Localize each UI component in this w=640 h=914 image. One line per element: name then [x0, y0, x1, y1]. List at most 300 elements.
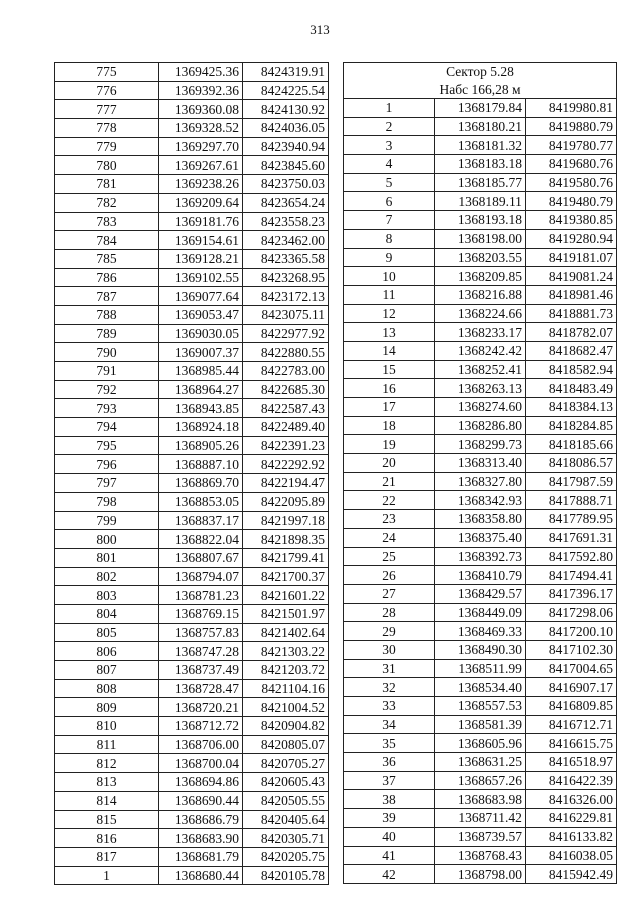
table-row	[55, 324, 329, 343]
table-row	[55, 773, 329, 792]
table-row	[344, 827, 617, 846]
x-coordinate-cell: 1368274.60	[434, 398, 525, 417]
point-number-cell: 787	[55, 287, 159, 306]
left-coordinates-table	[54, 62, 329, 885]
x-coordinate-cell: 1368768.43	[434, 846, 525, 865]
y-coordinate-cell: 8417789.95	[525, 510, 616, 529]
point-number-cell: 788	[55, 305, 159, 324]
point-number-cell: 25	[344, 547, 435, 566]
point-number-cell: 796	[55, 455, 159, 474]
point-number-cell: 802	[55, 567, 159, 586]
point-number-cell: 781	[55, 175, 159, 194]
table-row	[55, 810, 329, 829]
x-coordinate-cell: 1369007.37	[159, 343, 243, 362]
point-number-cell: 779	[55, 137, 159, 156]
y-coordinate-cell: 8423075.11	[243, 305, 329, 324]
y-coordinate-cell: 8418086.57	[525, 454, 616, 473]
table-row	[55, 418, 329, 437]
y-coordinate-cell: 8422292.92	[243, 455, 329, 474]
x-coordinate-cell: 1369053.47	[159, 305, 243, 324]
table-row	[344, 285, 617, 304]
x-coordinate-cell: 1368683.98	[434, 790, 525, 809]
x-coordinate-cell: 1369425.36	[159, 63, 243, 82]
table-row	[55, 287, 329, 306]
table-row	[344, 678, 617, 697]
x-coordinate-cell: 1368794.07	[159, 567, 243, 586]
table-row	[55, 847, 329, 866]
y-coordinate-cell: 8416809.85	[525, 697, 616, 716]
point-number-cell: 807	[55, 661, 159, 680]
y-coordinate-cell: 8417004.65	[525, 659, 616, 678]
table-row	[55, 511, 329, 530]
point-number-cell: 782	[55, 193, 159, 212]
x-coordinate-cell: 1368700.04	[159, 754, 243, 773]
y-coordinate-cell: 8417888.71	[525, 491, 616, 510]
x-coordinate-cell: 1368203.55	[434, 248, 525, 267]
table-row	[344, 173, 617, 192]
x-coordinate-cell: 1368657.26	[434, 771, 525, 790]
table-row	[344, 547, 617, 566]
point-number-cell: 5	[344, 173, 435, 192]
table-row	[344, 323, 617, 342]
table-row	[55, 362, 329, 381]
y-coordinate-cell: 8423268.95	[243, 268, 329, 287]
point-number-cell: 13	[344, 323, 435, 342]
table-row	[344, 491, 617, 510]
x-coordinate-cell: 1368327.80	[434, 472, 525, 491]
point-number-cell: 2	[344, 117, 435, 136]
table-row	[344, 248, 617, 267]
point-number-cell: 27	[344, 584, 435, 603]
y-coordinate-cell: 8421303.22	[243, 642, 329, 661]
x-coordinate-cell: 1368209.85	[434, 267, 525, 286]
x-coordinate-cell: 1368924.18	[159, 418, 243, 437]
x-coordinate-cell: 1369128.21	[159, 249, 243, 268]
table-row	[344, 566, 617, 585]
point-number-cell: 37	[344, 771, 435, 790]
table-row	[344, 192, 617, 211]
point-number-cell: 795	[55, 436, 159, 455]
y-coordinate-cell: 8422783.00	[243, 362, 329, 381]
table-row	[344, 360, 617, 379]
point-number-cell: 777	[55, 100, 159, 119]
y-coordinate-cell: 8424130.92	[243, 100, 329, 119]
point-number-cell: 17	[344, 398, 435, 417]
table-row	[55, 679, 329, 698]
point-number-cell: 783	[55, 212, 159, 231]
y-coordinate-cell: 8423940.94	[243, 137, 329, 156]
point-number-cell: 29	[344, 622, 435, 641]
point-number-cell: 10	[344, 267, 435, 286]
y-coordinate-cell: 8416518.97	[525, 753, 616, 772]
y-coordinate-cell: 8418384.13	[525, 398, 616, 417]
table-row	[55, 474, 329, 493]
y-coordinate-cell: 8423750.03	[243, 175, 329, 194]
point-number-cell: 35	[344, 734, 435, 753]
table-row	[55, 642, 329, 661]
table-row	[55, 754, 329, 773]
table-row	[344, 472, 617, 491]
y-coordinate-cell: 8421700.37	[243, 567, 329, 586]
x-coordinate-cell: 1369297.70	[159, 137, 243, 156]
point-number-cell: 32	[344, 678, 435, 697]
x-coordinate-cell: 1368181.32	[434, 136, 525, 155]
point-number-cell: 8	[344, 229, 435, 248]
x-coordinate-cell: 1368694.86	[159, 773, 243, 792]
table-row	[344, 734, 617, 753]
x-coordinate-cell: 1368905.26	[159, 436, 243, 455]
point-number-cell: 22	[344, 491, 435, 510]
table-row	[55, 343, 329, 362]
y-coordinate-cell: 8422095.89	[243, 492, 329, 511]
table-row	[55, 63, 329, 82]
table-row	[55, 380, 329, 399]
table-row	[55, 604, 329, 623]
table-row	[344, 603, 617, 622]
x-coordinate-cell: 1368757.83	[159, 623, 243, 642]
point-number-cell: 18	[344, 416, 435, 435]
table-row	[344, 211, 617, 230]
y-coordinate-cell: 8422194.47	[243, 474, 329, 493]
x-coordinate-cell: 1368342.93	[434, 491, 525, 510]
table-row	[55, 175, 329, 194]
y-coordinate-cell: 8418582.94	[525, 360, 616, 379]
table-row	[55, 193, 329, 212]
point-number-cell: 41	[344, 846, 435, 865]
table-row	[55, 305, 329, 324]
point-number-cell: 806	[55, 642, 159, 661]
table-row	[55, 829, 329, 848]
page-number: 313	[310, 22, 330, 37]
x-coordinate-cell: 1368887.10	[159, 455, 243, 474]
table-row	[55, 661, 329, 680]
point-number-cell: 15	[344, 360, 435, 379]
point-number-cell: 801	[55, 548, 159, 567]
table-row	[55, 735, 329, 754]
x-coordinate-cell: 1368242.42	[434, 341, 525, 360]
point-number-cell: 808	[55, 679, 159, 698]
y-coordinate-cell: 8419680.76	[525, 155, 616, 174]
table-row	[55, 530, 329, 549]
x-coordinate-cell: 1368853.05	[159, 492, 243, 511]
x-coordinate-cell: 1368798.00	[434, 865, 525, 884]
x-coordinate-cell: 1368429.57	[434, 584, 525, 603]
x-coordinate-cell: 1368511.99	[434, 659, 525, 678]
x-coordinate-cell: 1368690.44	[159, 791, 243, 810]
table-row	[55, 268, 329, 287]
x-coordinate-cell: 1368313.40	[434, 454, 525, 473]
y-coordinate-cell: 8423845.60	[243, 156, 329, 175]
table-row	[55, 212, 329, 231]
table-row	[344, 753, 617, 772]
point-number-cell: 798	[55, 492, 159, 511]
x-coordinate-cell: 1368469.33	[434, 622, 525, 641]
point-number-cell: 775	[55, 63, 159, 82]
left-table-body	[55, 63, 329, 885]
point-number-cell: 34	[344, 715, 435, 734]
y-coordinate-cell: 8418981.46	[525, 285, 616, 304]
point-number-cell: 28	[344, 603, 435, 622]
x-coordinate-cell: 1368358.80	[434, 510, 525, 529]
y-coordinate-cell: 8420505.55	[243, 791, 329, 810]
y-coordinate-cell: 8417691.31	[525, 528, 616, 547]
table-row	[55, 249, 329, 268]
y-coordinate-cell: 8423654.24	[243, 193, 329, 212]
x-coordinate-cell: 1368198.00	[434, 229, 525, 248]
x-coordinate-cell: 1368737.49	[159, 661, 243, 680]
y-coordinate-cell: 8417102.30	[525, 640, 616, 659]
x-coordinate-cell: 1368392.73	[434, 547, 525, 566]
point-number-cell: 12	[344, 304, 435, 323]
x-coordinate-cell: 1368807.67	[159, 548, 243, 567]
table-row	[55, 698, 329, 717]
y-coordinate-cell: 8422587.43	[243, 399, 329, 418]
table-row	[55, 717, 329, 736]
table-row	[344, 697, 617, 716]
y-coordinate-cell: 8416422.39	[525, 771, 616, 790]
y-coordinate-cell: 8418881.73	[525, 304, 616, 323]
point-number-cell: 31	[344, 659, 435, 678]
point-number-cell: 11	[344, 285, 435, 304]
y-coordinate-cell: 8423462.00	[243, 231, 329, 250]
x-coordinate-cell: 1368720.21	[159, 698, 243, 717]
point-number-cell: 799	[55, 511, 159, 530]
right-table-body	[344, 63, 617, 884]
y-coordinate-cell: 8423172.13	[243, 287, 329, 306]
sector-title: Сектор 5.28	[344, 63, 617, 81]
y-coordinate-cell: 8416326.00	[525, 790, 616, 809]
table-row	[55, 548, 329, 567]
y-coordinate-cell: 8417592.80	[525, 547, 616, 566]
x-coordinate-cell: 1369154.61	[159, 231, 243, 250]
x-coordinate-cell: 1368216.88	[434, 285, 525, 304]
x-coordinate-cell: 1368985.44	[159, 362, 243, 381]
y-coordinate-cell: 8421203.72	[243, 661, 329, 680]
x-coordinate-cell: 1368263.13	[434, 379, 525, 398]
point-number-cell: 809	[55, 698, 159, 717]
point-number-cell: 797	[55, 474, 159, 493]
y-coordinate-cell: 8416229.81	[525, 809, 616, 828]
table-row	[344, 117, 617, 136]
y-coordinate-cell: 8421799.41	[243, 548, 329, 567]
y-coordinate-cell: 8418185.66	[525, 435, 616, 454]
x-coordinate-cell: 1368747.28	[159, 642, 243, 661]
sector-subtitle: Набс 166,28 м	[344, 81, 617, 99]
table-row	[344, 267, 617, 286]
x-coordinate-cell: 1368410.79	[434, 566, 525, 585]
table-row	[55, 399, 329, 418]
x-coordinate-cell: 1368224.66	[434, 304, 525, 323]
x-coordinate-cell: 1369181.76	[159, 212, 243, 231]
point-number-cell: 38	[344, 790, 435, 809]
y-coordinate-cell: 8423558.23	[243, 212, 329, 231]
x-coordinate-cell: 1368233.17	[434, 323, 525, 342]
y-coordinate-cell: 8421997.18	[243, 511, 329, 530]
point-number-cell: 794	[55, 418, 159, 437]
point-number-cell: 23	[344, 510, 435, 529]
y-coordinate-cell: 8417396.17	[525, 584, 616, 603]
x-coordinate-cell: 1368822.04	[159, 530, 243, 549]
point-number-cell: 16	[344, 379, 435, 398]
y-coordinate-cell: 8419181.07	[525, 248, 616, 267]
point-number-cell: 42	[344, 865, 435, 884]
x-coordinate-cell: 1368299.73	[434, 435, 525, 454]
y-coordinate-cell: 8418782.07	[525, 323, 616, 342]
x-coordinate-cell: 1368252.41	[434, 360, 525, 379]
x-coordinate-cell: 1368189.11	[434, 192, 525, 211]
table-row	[344, 528, 617, 547]
y-coordinate-cell: 8422489.40	[243, 418, 329, 437]
table-row	[344, 846, 617, 865]
point-number-cell: 20	[344, 454, 435, 473]
point-number-cell: 30	[344, 640, 435, 659]
point-number-cell: 817	[55, 847, 159, 866]
point-number-cell: 4	[344, 155, 435, 174]
point-number-cell: 793	[55, 399, 159, 418]
y-coordinate-cell: 8417494.41	[525, 566, 616, 585]
point-number-cell: 1	[344, 99, 435, 118]
x-coordinate-cell: 1368964.27	[159, 380, 243, 399]
y-coordinate-cell: 8420605.43	[243, 773, 329, 792]
y-coordinate-cell: 8420405.64	[243, 810, 329, 829]
point-number-cell: 791	[55, 362, 159, 381]
table-row	[344, 304, 617, 323]
y-coordinate-cell: 8416907.17	[525, 678, 616, 697]
x-coordinate-cell: 1368943.85	[159, 399, 243, 418]
point-number-cell: 19	[344, 435, 435, 454]
y-coordinate-cell: 8420205.75	[243, 847, 329, 866]
table-row	[344, 379, 617, 398]
y-coordinate-cell: 8421004.52	[243, 698, 329, 717]
point-number-cell: 39	[344, 809, 435, 828]
table-row	[344, 435, 617, 454]
table-row	[55, 791, 329, 810]
point-number-cell: 813	[55, 773, 159, 792]
y-coordinate-cell: 8421402.64	[243, 623, 329, 642]
point-number-cell: 36	[344, 753, 435, 772]
point-number-cell: 7	[344, 211, 435, 230]
y-coordinate-cell: 8420904.82	[243, 717, 329, 736]
x-coordinate-cell: 1368490.30	[434, 640, 525, 659]
table-row	[344, 771, 617, 790]
point-number-cell: 815	[55, 810, 159, 829]
table-row	[55, 586, 329, 605]
point-number-cell: 9	[344, 248, 435, 267]
table-row	[344, 659, 617, 678]
x-coordinate-cell: 1368286.80	[434, 416, 525, 435]
table-row	[55, 567, 329, 586]
table-row	[344, 584, 617, 603]
point-number-cell: 780	[55, 156, 159, 175]
x-coordinate-cell: 1368728.47	[159, 679, 243, 698]
y-coordinate-cell: 8418284.85	[525, 416, 616, 435]
x-coordinate-cell: 1368185.77	[434, 173, 525, 192]
x-coordinate-cell: 1368686.79	[159, 810, 243, 829]
table-row	[344, 640, 617, 659]
point-number-cell: 790	[55, 343, 159, 362]
sector-subtitle-row	[344, 81, 617, 99]
y-coordinate-cell: 8424225.54	[243, 81, 329, 100]
table-row	[344, 454, 617, 473]
y-coordinate-cell: 8422685.30	[243, 380, 329, 399]
y-coordinate-cell: 8419980.81	[525, 99, 616, 118]
x-coordinate-cell: 1368605.96	[434, 734, 525, 753]
point-number-cell: 33	[344, 697, 435, 716]
y-coordinate-cell: 8419480.79	[525, 192, 616, 211]
right-coordinates-table	[343, 62, 617, 884]
x-coordinate-cell: 1368681.79	[159, 847, 243, 866]
table-row	[55, 623, 329, 642]
x-coordinate-cell: 1368683.90	[159, 829, 243, 848]
y-coordinate-cell: 8417298.06	[525, 603, 616, 622]
y-coordinate-cell: 8420305.71	[243, 829, 329, 848]
x-coordinate-cell: 1368837.17	[159, 511, 243, 530]
table-row	[55, 492, 329, 511]
table-row	[344, 416, 617, 435]
y-coordinate-cell: 8415942.49	[525, 865, 616, 884]
y-coordinate-cell: 8420705.27	[243, 754, 329, 773]
y-coordinate-cell: 8419280.94	[525, 229, 616, 248]
table-row	[344, 341, 617, 360]
x-coordinate-cell: 1368769.15	[159, 604, 243, 623]
x-coordinate-cell: 1368680.44	[159, 866, 243, 885]
point-number-cell: 810	[55, 717, 159, 736]
x-coordinate-cell: 1368781.23	[159, 586, 243, 605]
table-row	[344, 99, 617, 118]
x-coordinate-cell: 1368711.42	[434, 809, 525, 828]
table-row	[55, 137, 329, 156]
point-number-cell: 805	[55, 623, 159, 642]
x-coordinate-cell: 1368739.57	[434, 827, 525, 846]
table-row	[344, 790, 617, 809]
y-coordinate-cell: 8421501.97	[243, 604, 329, 623]
y-coordinate-cell: 8417200.10	[525, 622, 616, 641]
y-coordinate-cell: 8419780.77	[525, 136, 616, 155]
table-row	[344, 865, 617, 884]
x-coordinate-cell: 1368712.72	[159, 717, 243, 736]
y-coordinate-cell: 8420805.07	[243, 735, 329, 754]
x-coordinate-cell: 1368631.25	[434, 753, 525, 772]
table-row	[55, 156, 329, 175]
x-coordinate-cell: 1368534.40	[434, 678, 525, 697]
table-row	[344, 510, 617, 529]
point-number-cell: 776	[55, 81, 159, 100]
point-number-cell: 24	[344, 528, 435, 547]
point-number-cell: 804	[55, 604, 159, 623]
x-coordinate-cell: 1368183.18	[434, 155, 525, 174]
point-number-cell: 14	[344, 341, 435, 360]
table-row	[55, 436, 329, 455]
table-row	[55, 231, 329, 250]
y-coordinate-cell: 8416712.71	[525, 715, 616, 734]
y-coordinate-cell: 8416615.75	[525, 734, 616, 753]
y-coordinate-cell: 8422391.23	[243, 436, 329, 455]
y-coordinate-cell: 8419081.24	[525, 267, 616, 286]
x-coordinate-cell: 1368449.09	[434, 603, 525, 622]
table-row	[55, 100, 329, 119]
x-coordinate-cell: 1369238.26	[159, 175, 243, 194]
table-row	[344, 398, 617, 417]
point-number-cell: 3	[344, 136, 435, 155]
x-coordinate-cell: 1368179.84	[434, 99, 525, 118]
point-number-cell: 1	[55, 866, 159, 885]
x-coordinate-cell: 1369267.61	[159, 156, 243, 175]
x-coordinate-cell: 1369209.64	[159, 193, 243, 212]
y-coordinate-cell: 8419880.79	[525, 117, 616, 136]
point-number-cell: 40	[344, 827, 435, 846]
sector-title-row	[344, 63, 617, 81]
table-row	[344, 136, 617, 155]
